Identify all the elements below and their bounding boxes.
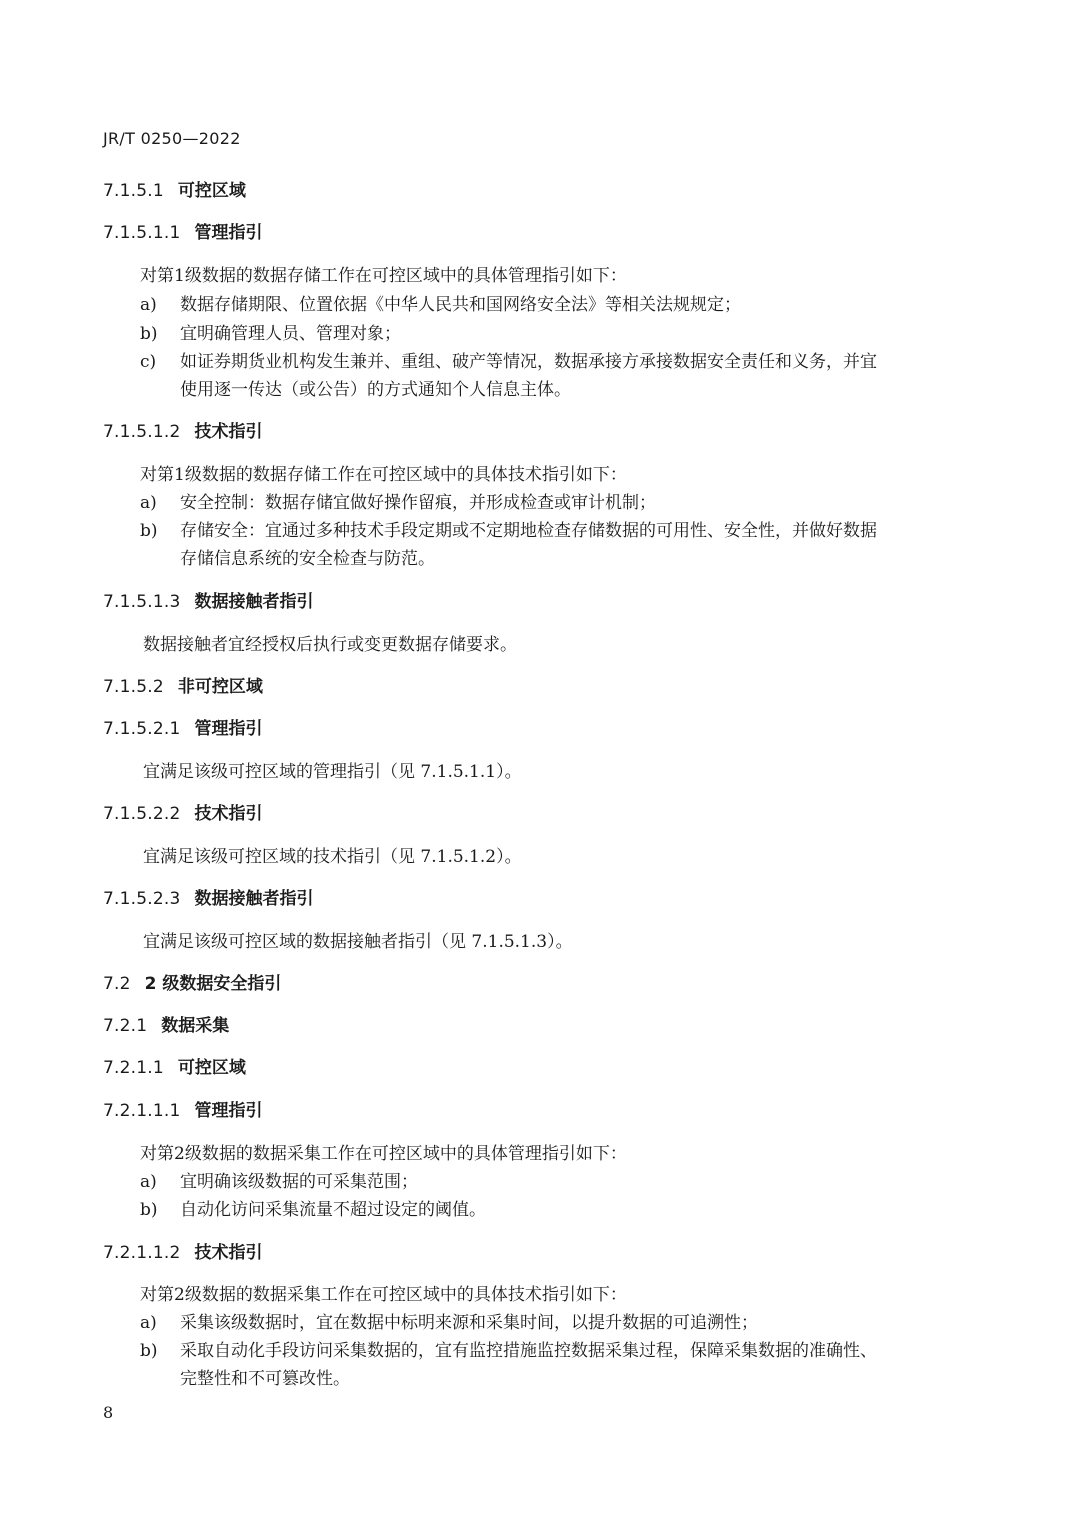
section-heading: 7.2.1.1 可控区域 bbox=[103, 1058, 246, 1078]
section-heading: 7.1.5.2.3 数据接触者指引 bbox=[103, 889, 314, 909]
list-item-continuation: 使用逐一传达（或公告）的方式通知个人信息主体。 bbox=[180, 380, 571, 400]
section-heading: 7.1.5.2 非可控区域 bbox=[103, 677, 263, 697]
section-heading: 7.2.1 数据采集 bbox=[103, 1016, 230, 1036]
paragraph: 对第1级数据的数据存储工作在可控区域中的具体技术指引如下： bbox=[140, 465, 627, 485]
list-item-continuation: 存储信息系统的安全检查与防范。 bbox=[180, 549, 435, 569]
list-item: b) 宜明确管理人员、管理对象； bbox=[140, 324, 401, 344]
standard-number-header: JR/T 0250—2022 bbox=[103, 129, 241, 148]
list-item: a) 宜明确该级数据的可采集范围； bbox=[140, 1172, 418, 1192]
list-item: b) 自动化访问采集流量不超过设定的阈值。 bbox=[140, 1200, 486, 1220]
list-item: a) 采集该级数据时，宜在数据中标明来源和采集时间，以提升数据的可追溯性； bbox=[140, 1313, 758, 1333]
paragraph: 数据接触者宜经授权后执行或变更数据存储要求。 bbox=[143, 635, 517, 655]
section-heading: 7.1.5.1.3 数据接触者指引 bbox=[103, 592, 314, 612]
page-number: 8 bbox=[103, 1403, 114, 1422]
paragraph: 宜满足该级可控区域的技术指引（见 7.1.5.1.2）。 bbox=[143, 847, 522, 867]
paragraph: 对第2级数据的数据采集工作在可控区域中的具体管理指引如下： bbox=[140, 1144, 627, 1164]
list-item: a) 数据存储期限、位置依据《中华人民共和国网络安全法》等相关法规规定； bbox=[140, 295, 741, 315]
paragraph: 宜满足该级可控区域的管理指引（见 7.1.5.1.1）。 bbox=[143, 762, 522, 782]
section-heading: 7.1.5.1 可控区域 bbox=[103, 181, 246, 201]
list-item: a) 安全控制：数据存储宜做好操作留痕，并形成检查或审计机制； bbox=[140, 493, 656, 513]
section-heading: 7.1.5.2.2 技术指引 bbox=[103, 804, 263, 824]
section-heading: 7.2.1.1.1 管理指引 bbox=[103, 1101, 263, 1121]
section-heading: 7.1.5.1.1 管理指引 bbox=[103, 223, 263, 243]
section-heading: 7.2.1.1.2 技术指引 bbox=[103, 1243, 263, 1263]
list-item: c) 如证券期货业机构发生兼并、重组、破产等情况，数据承接方承接数据安全责任和义务，并宜 bbox=[140, 352, 877, 372]
list-item: b) 存储安全：宜通过多种技术手段定期或不定期地检查存储数据的可用性、安全性，并做好数据 bbox=[140, 521, 877, 541]
paragraph: 宜满足该级可控区域的数据接触者指引（见 7.1.5.1.3）。 bbox=[143, 932, 573, 952]
section-heading: 7.1.5.1.2 技术指引 bbox=[103, 422, 263, 442]
list-item: b) 采取自动化手段访问采集数据的，宜有监控措施监控数据采集过程，保障采集数据的准确性、 bbox=[140, 1341, 877, 1361]
paragraph: 对第1级数据的数据存储工作在可控区域中的具体管理指引如下： bbox=[140, 266, 627, 286]
list-item-continuation: 完整性和不可篡改性。 bbox=[180, 1369, 350, 1389]
section-heading: 7.1.5.2.1 管理指引 bbox=[103, 719, 263, 739]
section-heading: 7.2 2 级数据安全指引 bbox=[103, 974, 282, 994]
paragraph: 对第2级数据的数据采集工作在可控区域中的具体技术指引如下： bbox=[140, 1285, 627, 1305]
